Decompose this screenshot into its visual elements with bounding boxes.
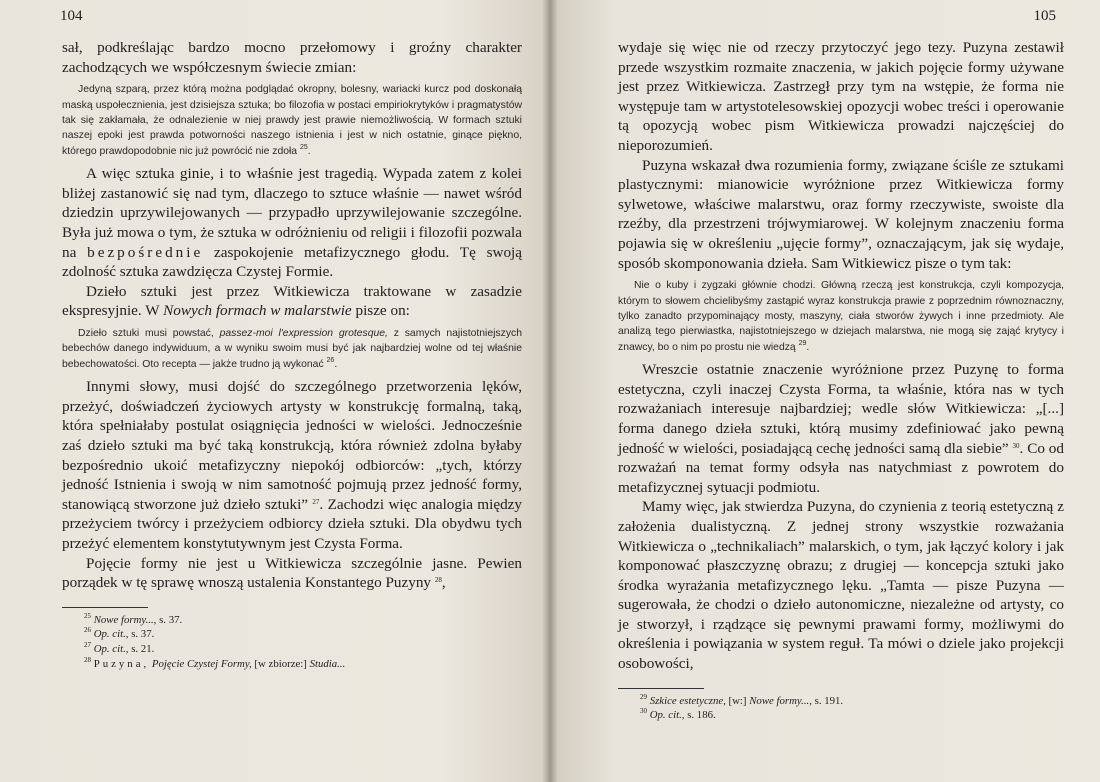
book-gutter [542, 0, 558, 782]
paragraph: Mamy więc, jak stwierdza Puzyna, do czynienia z teorią estetyczną z założenia dualistyczną. Z jednej strony wszystkie rozważania Witkiewicza o „technikaliach” malarskich, o tym, jak łączyć kolory i jak komponować płaszczyznę obrazu; z drugiej — koncepcja sztuki jako środka wyrażania metafizycznego lęku. „Tamta — pisze Puzyna — sugerowała, że chodzi o dzieło autonomiczne, niezależne od artysty, co je stworzył, i rządzące się pewnymi prawami formy, możliwymi do określenia i powiązania w system reguł. Ta mówi o dziele jako projekcji osobowości, [618, 498, 1064, 673]
footnote: $^{28}$ Puzyna, Pojęcie Czystej Formy, [w zbiorze:] Studia... [84, 655, 346, 670]
paragraph: Pojęcie formy nie jest u Witkiewicza szczególnie jasne. Pewien porządek w tę sprawę wnoszą ustalenia Konstantego Puzyny $^{28}$, [62, 554, 522, 592]
footnote-divider [618, 688, 704, 689]
block-quote: Jedyną szparą, przez którą można podglądać okropny, bolesny, wariacki kurcz pod doskonałą maską uspołecznienia, jest dzisiejsza sztuka; bo filozofia w postaci empiriokrytyków i pragmatystów tak się zakłamała, że odnalezienie w niej prawdy jest prawie niemożliwością. W formach sztuki naszej epoki jest prawda potworności naszego istnienia i jest w nich ostatnie, ginące piękno, którego prawdopodobnie nic już powrócić nie zdoła $^{25}$. [62, 84, 522, 157]
paragraph: A więc sztuka ginie, i to właśnie jest tragedią. Wypada zatem z kolei bliżej zastanowić się nad tym, dlaczego to sztuce właśnie — nawet wśród dziedzin uprzywilejowanych — przypadło uprzywilejowanie szczególne. Była już mowa o tym, że sztuka w odróżnieniu od religii i filozofii pozwala na bezpośrednie zaspokojenie metafizycznego głodu. Tę swoją zdolność sztuka zawdzięcza Czystej Formie. [62, 165, 523, 281]
footnote: $^{26}$ Op. cit., s. 37. [84, 626, 155, 641]
right-page [550, 0, 1100, 782]
footnote: $^{27}$ Op. cit., s. 21. [84, 640, 155, 655]
paragraph: wydaje się więc nie od rzeczy przytoczyć jego tezy. Puzyna zestawił przede wszystkim rozmaite znaczenia, w jakich pojęcie formy używane jest przez Witkiewicza. Zastrzegł przy tym na wstępie, że forma nie występuje tam w artystotelesowskiej opozycji wobec treści i operowanie tą opozycją wobec pism Witkiewicza prowadzi najczęściej do nieporozumień. [618, 39, 1064, 154]
footnote: $^{25}$ Nowe formy..., s. 37. [84, 611, 183, 626]
block-quote: Dzieło sztuki musi powstać, passez-moi l'expression grotesque, z samych najistotniejszych bebechów danego indywiduum, a w wyniku swoim musi być jak najbardziej wolne od tej właśnie bebechowatości. Oto recepta — jakże trudno ją wykonać $^{26}$. [62, 327, 522, 370]
paragraph: sał, podkreślając bardzo mocno przełomowy i groźny charakter zachodzących we współczesnym świecie zmian: [62, 39, 522, 76]
footnote-ref: 26 [326, 356, 335, 364]
footnote-ref: 25 [299, 143, 308, 151]
paragraph: Puzyna wskazał dwa rozumienia formy, związane ściśle ze sztukami plastycznymi: mianowicie wyróżnione przez Witkiewicza formy sylwetowe, właściwe malarstwu, oraz formy rzeczywiste, swoiste dla rzeźby, dla przestrzeni trójwymiarowej. W kolejnym znaczeniu forma pojawia się w określeniu „ujęcie formy”, oznaczającym, jak się wydaje, sposób skomponowania dzieła. Sam Witkiewicz pisze o tym tak: [618, 156, 1064, 272]
paragraph: Dzieło sztuki jest przez Witkiewicza traktowane w zasadzie ekspresyjnie. W Nowych formach w malarstwie pisze on: [62, 282, 522, 320]
footnote-ref: 30 [1012, 441, 1020, 450]
paragraph: Wreszcie ostatnie znaczenie wyróżnione przez Puzynę to forma estetyczna, czyli inaczej Czysta Forma, ta właśnie, która nas w tych rozważaniach interesuje najbardziej; wedle słów Witkiewicza: „[...] forma danego dzieła sztuki, którą musimy zdefiniować jako pewną jedność w wielości, posiadającą cechę jedności samą dla siebie” $^{30}$. Co od rozważań na temat formy odsyła nas natychmiast z powrotem do metafizycznej sytuacji podmiotu. [618, 361, 1064, 496]
page-number-right: 105 [1033, 8, 1056, 24]
block-quote: Nie o kuby i zygzaki głównie chodzi. Główną rzeczą jest konstrukcja, czyli kompozycja, którym to słowem chcielibyśmy zastąpić wyraz konstrukcja prawie z poprzednim równoznaczny, tylko zanadto przypominający mosty, maszyny, ciała stworów żywych i inne przedmioty. Ale analizą tego pierwiastka, najistotniejszego w dziejach malarstwa, nie mogą się zająć krytycy i znawcy, bo o nim po prostu nie wiedzą $^{29}$. [618, 280, 1064, 353]
footnote-ref: 29 [798, 339, 807, 347]
page-number-left: 104 [60, 8, 83, 24]
work-title: Nowych formach w malarstwie [163, 302, 352, 320]
footnote-divider [62, 607, 148, 608]
spaced-emphasis: bezpośrednie [87, 243, 204, 261]
footnotes [618, 694, 1064, 723]
footnote-ref: 28 [434, 576, 442, 585]
footnote: $^{30}$ Op. cit., s. 186. [640, 707, 716, 722]
footnote: $^{29}$ Szkice estetyczne, [w:] Nowe formy..., s. 191. [640, 692, 844, 707]
paragraph: Innymi słowy, musi dojść do szczególnego przetworzenia lęków, przeżyć, doświadczeń życiowych artysty w konstrukcję formalną, taką, która spełniałaby postulat osiągnięcia jedności w wielości. Jednocześnie zaś dzieło sztuki ma być taką konstrukcją, która również zdolna byłaby bezpośrednio ukoić metafizyczny niepokój odbiorców: „tych, którzy jedność Istnienia i swoją w nim samotność pojmują przez jedność formy, stanowiącą stworzone już dzieło sztuki” $^{27}$. Zachodzi więc analogia między przeżyciem twórcy i przeżyciem odbiorcy dzieła sztuki. Dla obydwu tych przeżyć elementem konstytutywnym jest Czysta Forma. [62, 378, 522, 552]
footnotes [62, 613, 522, 671]
footnote-ref: 27 [312, 497, 320, 506]
